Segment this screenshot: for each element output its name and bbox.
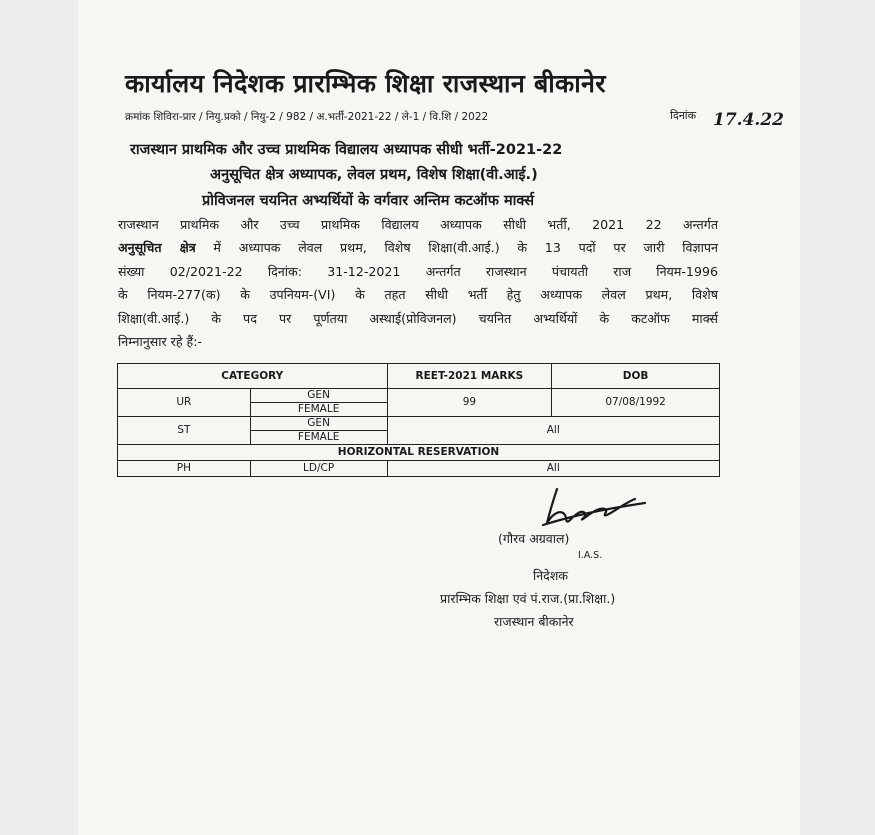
body-bold-phrase: अनुसूचित क्षेत्र (118, 240, 196, 256)
reference-number: क्रमांक शिविरा-प्रार / नियु.प्रको / नियु-2 / 982 / अ.भर्ती-2021-22 / ले-1 / वि.शि / 2022 (125, 111, 489, 123)
body-line: संख्या 02/2021-22 दिनांक: 31-12-2021 अन्तर्गत राजस्थान पंचायती राज नियम-1996 (118, 263, 718, 279)
handwritten-date: 17.4.22 (713, 110, 784, 130)
table-row (118, 389, 720, 403)
signatory-service: I.A.S. (578, 550, 603, 561)
heading-recruitment: राजस्थान प्राथमिक और उच्च प्राथमिक विद्यालय अध्यापक सीधी भर्ती-2021-22 (130, 142, 563, 158)
body-line: राजस्थान प्राथमिक और उच्च प्राथमिक विद्यालय अध्यापक सीधी भर्ती, 2021 22 अन्तर्गत (118, 217, 718, 232)
table-row (118, 417, 720, 431)
header-category: CATEGORY (118, 364, 388, 389)
cell-subcategory: FEMALE (250, 403, 387, 417)
body-line-rest: में अध्यापक लेवल प्रथम, विशेष शिक्षा(वी.आई.) के 13 पदों पर जारी विज्ञापन (195, 240, 718, 256)
cell-value: All (387, 461, 719, 477)
body-line: के नियम-277(क) के उपनियम-(VI) के तहत सीधी भर्ती हेतु अध्यापक लेवल प्रथम, विशेष (118, 287, 718, 303)
date-label: दिनांक (670, 109, 697, 122)
signatory-department: प्रारम्भिक शिक्षा एवं पं.राज.(प्रा.शिक्षा.) (440, 591, 616, 606)
heading-post: अनुसूचित क्षेत्र अध्यापक, लेवल प्रथम, विशेष शिक्षा(वी.आई.) (210, 167, 538, 183)
heading-cutoff: प्रोविजनल चयनित अभ्यर्थियों के वर्गवार अन्तिम कटऑफ मार्क्स (202, 193, 535, 209)
cell-subcategory: LD/CP (250, 461, 387, 477)
cell-subcategory: GEN (250, 417, 387, 431)
header-dob: DOB (552, 364, 720, 389)
body-line: शिक्षा(वी.आई.) के पद पर पूर्णतया अस्थाई(प्रोविजनल) चयनित अभ्यर्थियों के कटऑफ मार्क्स (118, 310, 718, 326)
signatory-name: (गौरव अग्रवाल) (498, 531, 570, 546)
body-paragraph (118, 213, 718, 353)
signature-mark (535, 485, 655, 530)
body-line (118, 236, 718, 259)
office-title: कार्यालय निदेशक प्रारम्भिक शिक्षा राजस्थान बीकानेर (125, 69, 606, 98)
cutoff-table (117, 363, 720, 477)
cell-subcategory: GEN (250, 389, 387, 403)
cell-marks: 99 (387, 389, 552, 417)
horizontal-reservation-row (118, 445, 720, 461)
cell-value: All (387, 417, 719, 445)
cell-category: UR (118, 389, 251, 417)
cell-subcategory: FEMALE (250, 431, 387, 445)
signatory-place: राजस्थान बीकानेर (494, 614, 574, 629)
cell-category: PH (118, 461, 251, 477)
horizontal-reservation-label: HORIZONTAL RESERVATION (118, 445, 720, 461)
cell-dob: 07/08/1992 (552, 389, 720, 417)
signatory-designation: निदेशक (533, 568, 568, 583)
cell-category: ST (118, 417, 251, 445)
body-line: निम्नानुसार रहे हैं:- (118, 334, 202, 350)
table-header-row (118, 364, 720, 389)
table-row (118, 461, 720, 477)
header-marks: REET-2021 MARKS (387, 364, 552, 389)
